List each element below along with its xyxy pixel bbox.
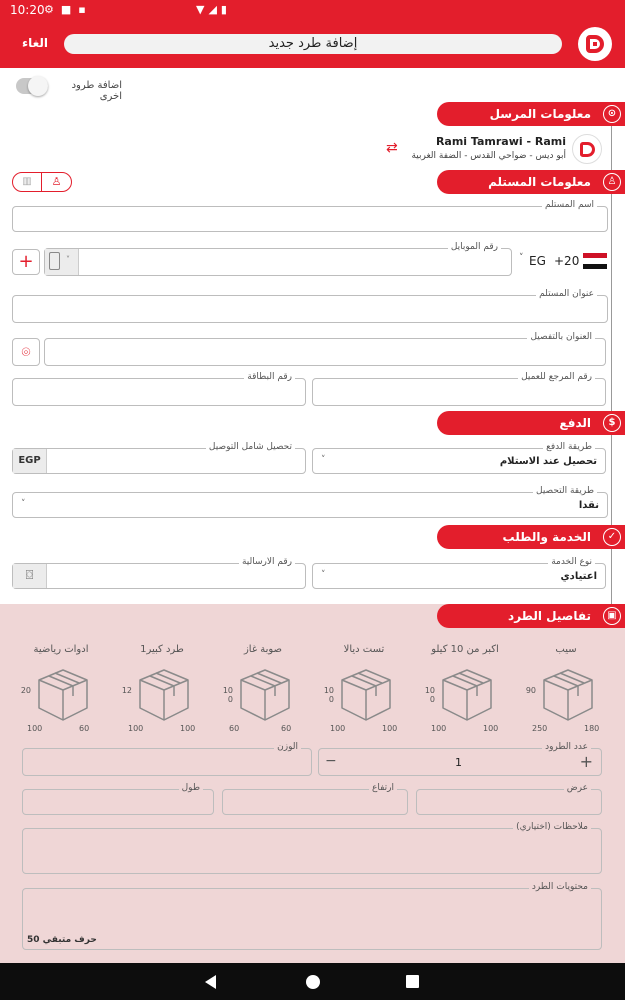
parcel-preset[interactable] [213,640,313,740]
height-label: ارتفاع [369,783,397,793]
reference-number-label: رقم المرجع للعميل [518,372,595,382]
timeline-line [611,194,612,414]
add-more-parcels-toggle[interactable] [16,78,48,94]
parcel-box-icon [237,664,293,724]
service-type-label: نوع الخدمة [548,557,595,567]
mobile-field[interactable] [44,242,512,276]
payment-section-header [437,411,625,435]
mobile-phone-icon [49,252,60,270]
address-detail-label: العنوان بالتفصيل [527,332,595,342]
parcel-preset-title: صوبة غاز [243,644,283,655]
mobile-label: رقم الموبايل [448,242,501,252]
parcel-bottom-right-dimension: 60 [281,724,292,733]
notes-field[interactable] [22,822,602,874]
parcel-side-dimension: 10 0 [424,686,435,704]
parcel-preset-title: طرد كبير1 [140,644,184,655]
sender-logo-icon [580,142,595,157]
payment-method-label: طريقة الدفع [543,442,595,452]
cod-amount-label: تحصيل شامل التوصيل [206,442,295,452]
collection-method-label: طريقة التحصيل [533,486,597,496]
parcel-side-dimension: 12 [121,686,132,695]
add-phone-button[interactable] [12,249,40,275]
width-label: عرض [564,783,591,793]
parcel-side-dimension: 90 [525,686,536,695]
parcel-count-value: 1 [455,756,462,769]
parcel-bottom-left-dimension: 100 [27,724,43,733]
parcel-box-icon [136,664,192,724]
home-icon[interactable] [306,975,320,989]
parcel-side-dimension: 10 0 [222,686,233,704]
map-pin-icon: ⌾ [21,343,31,361]
parcel-bottom-right-dimension: 60 [79,724,90,733]
decrement-button[interactable]: − [325,753,337,769]
location-pin-icon: ⊙ [603,105,621,123]
length-label: طول [179,783,203,793]
toggle-knob[interactable] [28,76,48,96]
parcel-bottom-right-dimension: 180 [584,724,600,733]
phone-type-selector[interactable] [45,249,79,275]
parcel-section-header [437,604,625,628]
weight-label: الوزن [274,742,301,752]
parcel-preset-title: تست ديالا [343,644,385,655]
service-section-header [437,525,625,549]
sender-address: أبو ديس - ضواحي القدس - الضفة الغربية [411,151,566,161]
parcel-preset[interactable] [11,640,111,740]
business-icon[interactable]: ▥ [13,173,42,191]
length-field[interactable] [22,783,214,815]
sender-section-title: معلومات المرسل [489,107,591,121]
cod-amount-field[interactable] [12,442,306,474]
payment-method-select[interactable] [312,442,606,474]
parcel-preset-title: سيب [555,644,577,655]
chevron-down-icon: ˅ [321,570,326,580]
chevron-down-icon: ˅ [21,499,26,509]
parcel-preset-title: اكبر من 10 كيلو [431,644,499,655]
parcel-bottom-right-dimension: 100 [382,724,398,733]
person-icon[interactable]: ♙ [51,175,62,188]
parcel-bottom-right-dimension: 100 [180,724,196,733]
parcel-side-dimension: 10 0 [323,686,334,704]
receiver-name-label: اسم المستلم [542,200,597,210]
page-title: إضافة طرد جديد [64,34,562,54]
receiver-address-label: عنوان المستلم [536,289,597,299]
egypt-flag-icon[interactable] [583,253,607,269]
card-number-field[interactable] [12,372,306,406]
chars-remaining: 50 حرف متبقي [27,935,97,945]
notes-label: ملاحظات (اختياري) [513,822,591,832]
parcel-preset[interactable] [112,640,212,740]
parcel-bottom-right-dimension: 100 [483,724,499,733]
parcel-details-area [0,604,625,963]
parcel-box-icon [338,664,394,724]
parcel-bottom-left-dimension: 100 [128,724,144,733]
service-type-select[interactable] [312,557,606,589]
app-bar [0,22,625,68]
system-nav-bar [0,963,625,1000]
plus-icon: + [18,251,34,272]
receiver-address-field[interactable] [12,289,608,323]
back-icon[interactable] [205,975,216,989]
parcel-box-icon [540,664,596,724]
app-logo [578,27,612,61]
increment-button[interactable]: + [579,752,593,771]
card-number-label: رقم البطاقة [244,372,295,382]
parcel-section-title: تفاصيل الطرد [508,609,591,623]
check-circle-icon: ✓ [603,528,621,546]
parcel-preset-title: ادوات رياضية [33,644,89,655]
status-notification-icons: ⚙■▪ [44,3,93,16]
payment-section-title: الدفع [559,416,591,430]
service-section-title: الخدمة والطلب [502,530,591,544]
parcel-count-label: عدد الطرود [542,742,591,752]
chevron-down-icon: ˅ [321,455,326,465]
camera-icon[interactable]: ⌼ [13,564,47,588]
map-picker-button[interactable] [12,338,40,366]
status-bar [0,0,625,22]
sender-name: Rami Tamrawi - Rami [435,135,566,148]
contents-field[interactable] [22,882,602,950]
receiver-type-toggle[interactable] [12,172,72,192]
parcel-box-icon [439,664,495,724]
status-signal-battery-icons: ▼◢▮ [196,3,231,16]
parcel-side-dimension: 20 [20,686,31,695]
cancel-button[interactable]: الغاء [22,36,49,50]
width-field[interactable] [416,783,602,815]
consignment-number-field[interactable] [12,557,306,589]
parcel-preset[interactable] [516,640,616,740]
currency-badge: EGP [13,449,47,473]
sender-section-header [437,102,625,126]
reference-number-field[interactable] [312,372,606,406]
receiver-section-title: معلومات المستلم [488,175,591,189]
box-icon: ▣ [603,607,621,625]
chevron-down-icon: ˅ [66,255,70,264]
parcel-count-stepper[interactable] [318,742,602,776]
height-field[interactable] [222,783,408,815]
parcel-bottom-left-dimension: 100 [330,724,346,733]
sender-avatar [572,134,602,164]
parcel-bottom-left-dimension: 250 [532,724,548,733]
parcel-bottom-left-dimension: 100 [431,724,447,733]
weight-field[interactable] [22,742,312,776]
parcel-preset[interactable] [314,640,414,740]
recent-apps-icon[interactable] [406,975,419,988]
contents-label: محتويات الطرد [529,882,591,892]
country-dropdown-icon[interactable]: ˅ [519,253,524,263]
add-more-parcels-label: اضافة طرود اخرى [71,80,122,102]
dollar-icon: $ [603,414,621,432]
logo-icon [586,35,604,53]
payment-method-value: تحصيل عند الاستلام [499,456,597,467]
parcel-box-icon [35,664,91,724]
collection-method-value: نقدا [578,500,599,511]
parcel-bottom-left-dimension: 60 [229,724,240,733]
dial-code[interactable]: +20 [554,254,580,268]
country-code[interactable]: EG [529,254,546,268]
consignment-number-label: رقم الارسالية [239,557,295,567]
collection-method-select[interactable] [12,486,608,518]
receiver-name-field[interactable] [12,200,608,232]
status-time: 10:20 [10,3,45,17]
parcel-preset[interactable] [415,640,515,740]
timeline-line [611,549,612,607]
timeline-line [611,434,612,528]
service-type-value: اعتيادي [560,571,597,582]
address-detail-field[interactable] [44,332,606,366]
swap-sender-icon[interactable]: ⇄ [386,140,398,156]
user-circle-icon: ♙ [603,173,621,191]
receiver-section-header [437,170,625,194]
